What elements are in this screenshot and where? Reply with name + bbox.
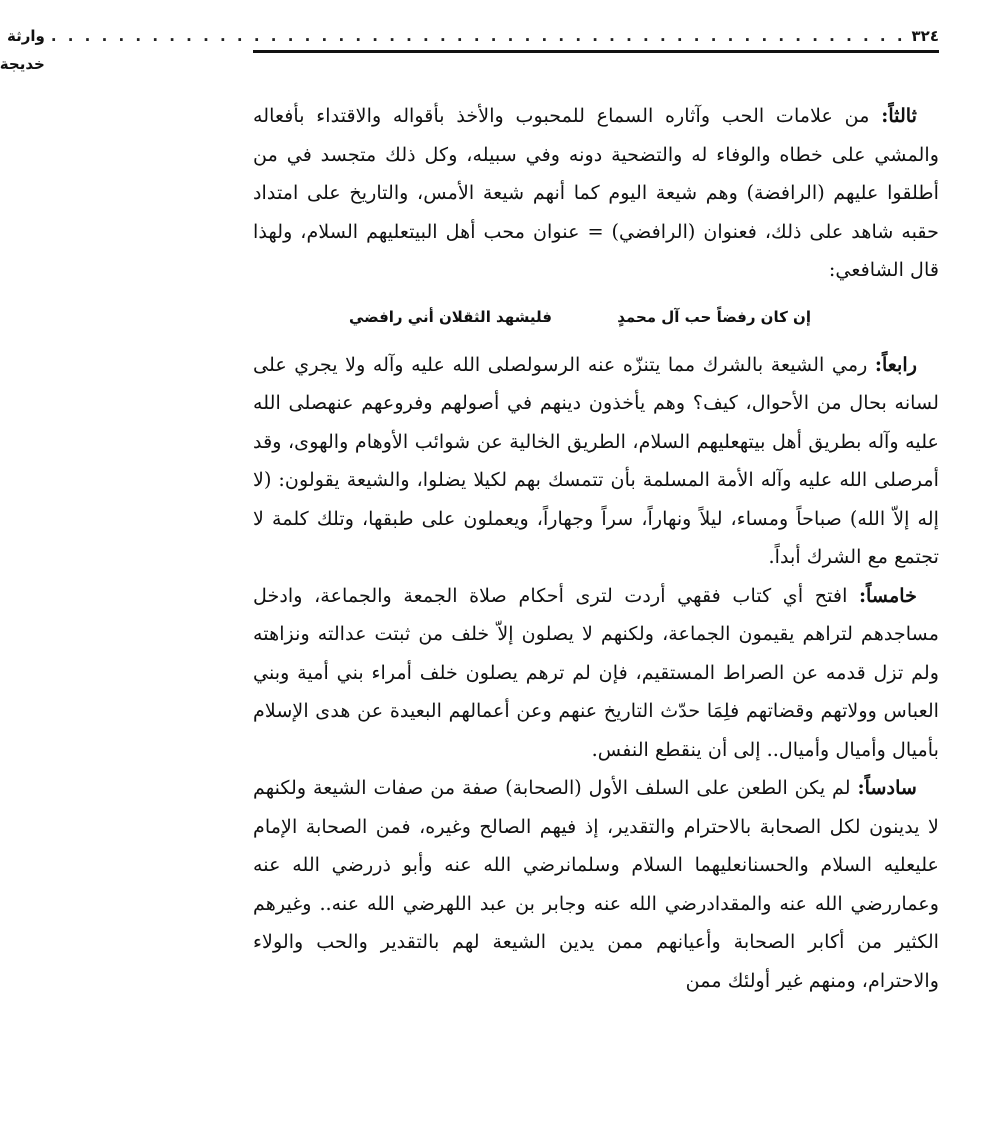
paragraph-body: من علامات الحب وآثاره السماع للمحبوب والأخذ بأقواله والاقتداء بأفعاله والمشي على خطاه والوفاء له والتضحية دونه وفي سبيله، وكل ذلك متجسد في من أطلقوا عليهم (الرافضة) وهم شيعة اليوم كما أنهم شيعة الأمس، والتاريخ على امتداد حقبه شاهد على ذلك، فعنوان (الرافضي) = عنوان محب أهل البيتعليهم السلام، ولهذا قال الشافعي: (253, 104, 939, 281)
header-leader-dots: . . . . . . . . . . . . . . . . . . . . . . . . . . . . . . . . . . . . . . . . . . . . . . . . . . . (50, 27, 906, 45)
paragraph-fifth (253, 577, 939, 770)
paragraph-body: رمي الشيعة بالشرك مما يتنزّه عنه الرسولصلى الله عليه وآله ولا يجري على لسانه بحال من الأحوال، كيف؟ وهم يأخذون دينهم في أصولهم وفروعهم عنهصلى الله عليه وآله بطريق أهل بيتهعليهم السلام، الطريق الخالية عن شوائب الأوهام والهوى، وقد أمرصلى الله عليه وآله الأمة المسلمة بأن تتمسك بهم لكيلا يضلوا، والشيعة يقولون: (لا إله إلاّ الله) صباحاً ومساء، ليلاً ونهاراً، سراً وجهاراً، ويعملون على طبقها، وتلك كلمة لا تجتمع مع الشرك أبداً. (253, 352, 939, 568)
verse-first-hemistich: إن كان رفضاً حب آل محمدٍ (617, 307, 811, 326)
paragraph-lead: سادساً: (857, 776, 917, 799)
verse-second-hemistich: فليشهد الثقلان أني رافضي (349, 307, 552, 326)
paragraph-lead: خامساً: (858, 583, 917, 607)
paragraph-sixth (253, 769, 939, 1000)
body-text (253, 97, 939, 1000)
paragraph-third (253, 97, 939, 290)
paragraph-lead: رابعاً: (874, 352, 917, 376)
page-number: ٣٢٤ (911, 27, 939, 45)
paragraph-lead: ثالثاً: (881, 104, 917, 127)
paragraph-fourth (253, 346, 939, 577)
paragraph-body: لم يكن الطعن على السلف الأول (الصحابة) صفة من صفات الشيعة ولكنهم لا يدينون لكل الصحابة بالاحترام والتقدير، إذ فيهم الصالح وغيره، فمن الصحابة الإمام عليعليه السلام والحسنانعليهما السلام وسلمانرضي الله عنه وأبو ذررضي الله عنه وعماررضي الله عنه والمقدادرضي الله عنه وجابر بن عبد اللهرضي الله عنه.. وغيرهم الكثير من أكابر الصحابة وأعيانهم ممن يدين الشيعة لهم بالتقدير والحب والولاء والاحترام، ومنهم غير أولئك ممن (253, 776, 939, 992)
running-header (0, 22, 939, 73)
book-title: وارثة خديجة (0, 27, 45, 73)
poetry-verse (253, 302, 939, 332)
paragraph-body: افتح أي كتاب فقهي أردت لترى أحكام صلاة الجمعة والجماعة، وادخل مساجدهم لتراهم يقيمون الجماعة، ولكنهم لا يصلون إلاّ خلف من ثبتت عدالته ونزاهته ولم تزل قدمه عن الصراط المستقيم، فإن لم ترهم يصلون خلف أمراء بني أمية وبني العباس وولاتهم وقضاتهم فلِمَا حدّث التاريخ عنهم وعن أعمالهم البعيدة عن هدى الإسلام بأميال وأميال وأميال.. إلى أن ينقطع النفس. (253, 583, 939, 761)
